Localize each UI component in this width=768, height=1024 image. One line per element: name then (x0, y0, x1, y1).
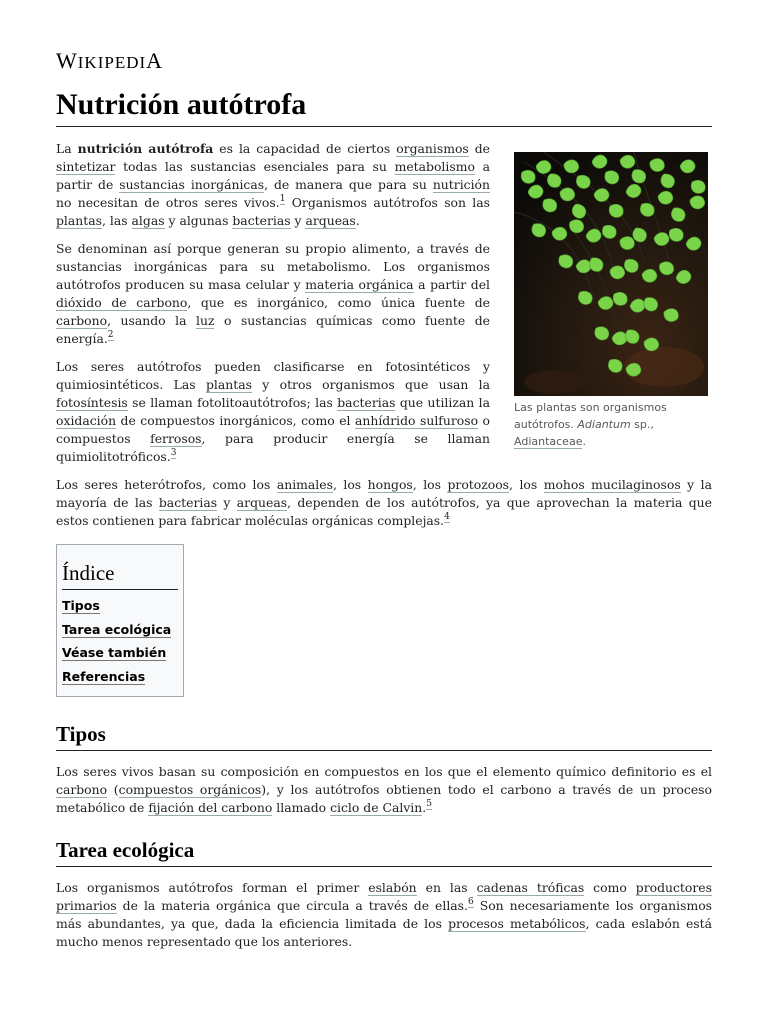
text: llamado (272, 800, 331, 815)
text: a partir del (413, 277, 490, 292)
link-sustancias-inorganicas[interactable]: sustancias inorgánicas (119, 177, 265, 192)
text: o compuestos (56, 413, 491, 446)
page-title: Nutrición autótrofa (56, 86, 712, 127)
text: y (217, 495, 237, 510)
text: , dependen de los autótrofos, ya que aprovechan la materia que estos contienen para fabricar moléculas orgánicas complejas. (56, 495, 712, 528)
text: ( (107, 782, 119, 797)
link-organismos[interactable]: organismos (396, 141, 469, 156)
link-eslabon[interactable]: eslabón (368, 880, 417, 895)
link-carbono[interactable]: carbono (56, 313, 108, 328)
link-fotosintesis[interactable]: fotosíntesis (56, 395, 128, 410)
toc-item-label: Tarea ecológica (62, 621, 172, 637)
link-compuestos-organicos[interactable]: compuestos orgánicos (118, 782, 262, 797)
text: y otros organismos que usan la (251, 377, 491, 392)
text: como (584, 880, 636, 895)
link-ferrosos[interactable]: ferrosos (150, 431, 202, 446)
link-anhidrido-sulfuroso[interactable]: anhídrido sulfuroso (354, 413, 479, 428)
tarea-ecologica-paragraph (56, 879, 712, 951)
link-bacterias[interactable]: bacterias (337, 395, 396, 410)
text: se llaman fotolitoautótrofos; las (127, 395, 338, 410)
text: . (422, 800, 427, 815)
text: , los (332, 477, 368, 492)
link-plantas[interactable]: plantas (56, 213, 102, 228)
text: Organismos autótrofos son las (285, 195, 491, 210)
link-ciclo-de-calvin[interactable]: ciclo de Calvin (330, 800, 423, 815)
toc-item-label: Referencias (62, 668, 146, 684)
text: , que es inorgánico, como única fuente de (187, 295, 490, 310)
toc-item-tipos[interactable] (62, 594, 178, 618)
text: . (355, 213, 360, 228)
text: ), y los autótrofos obtienen todo el carbono a través de un proceso metabólico de (56, 782, 712, 815)
logo-small-caps: IKIPEDI (77, 53, 147, 72)
section-heading-tipos: Tipos (56, 721, 712, 751)
fern-image[interactable] (514, 152, 708, 396)
text: , los (509, 477, 544, 492)
link-luz[interactable]: luz (196, 313, 215, 328)
bold-term: nutrición autótrofa (77, 141, 214, 156)
link-protozoos[interactable]: protozoos (447, 477, 510, 492)
link-bacterias[interactable]: bacterias (232, 213, 291, 228)
caption-end: . (582, 435, 586, 448)
link-sintetizar[interactable]: sintetizar (56, 159, 116, 174)
link-nutricion[interactable]: nutrición (432, 177, 490, 192)
text: o sustancias químicas como fuente de energía. (56, 313, 490, 346)
text: en las (416, 880, 477, 895)
intro-paragraph-4 (56, 476, 712, 530)
link-plantas[interactable]: plantas (205, 377, 252, 392)
article-content (56, 140, 712, 961)
link-carbono[interactable]: carbono (56, 782, 108, 797)
link-mohos-mucilaginosos[interactable]: mohos mucilaginosos (543, 477, 681, 492)
text: , usando la (107, 313, 196, 328)
link-procesos-metabolicos[interactable]: procesos metabólicos (448, 916, 586, 931)
tipos-paragraph (56, 763, 712, 817)
toc-item-label: Tipos (62, 598, 100, 613)
text: y (290, 213, 306, 228)
toc-item-label: Véase también (62, 645, 167, 660)
toc-item-tarea-ecologica[interactable] (62, 618, 178, 642)
text: , para producir energía se llaman quimiolitotróficos. (56, 431, 490, 464)
citation-5[interactable]: 5 (426, 799, 432, 809)
citation-1[interactable]: 1 (279, 194, 286, 204)
link-algas[interactable]: algas (131, 213, 165, 228)
link-oxidacion[interactable]: oxidación (56, 413, 117, 428)
citation-3[interactable]: 3 (170, 448, 177, 458)
toc-item-vease-tambien[interactable] (62, 641, 178, 665)
text: Son necesariamente los organismos más abundantes, ya que, dada la eficiencia limitada de los (56, 898, 713, 931)
text: Se denominan así porque generan su propio alimento, a través de sustancias inorgánicas para su metabolismo. Los organismos autótrofos producen su masa celular y (56, 241, 490, 292)
text: a partir de (56, 159, 490, 192)
section-heading-tarea-ecologica: Tarea ecológica (56, 837, 712, 867)
logo-first-letter: W (56, 48, 78, 73)
table-of-contents (56, 544, 184, 697)
citation-6[interactable]: 6 (467, 897, 474, 907)
text: y algunas (164, 213, 233, 228)
toc-item-referencias[interactable] (62, 665, 178, 689)
link-materia-organica[interactable]: materia orgánica (305, 277, 414, 292)
text: La (56, 141, 78, 156)
text: es la capacidad de ciertos (213, 141, 397, 156)
text: no necesitan de otros seres vivos. (56, 195, 280, 210)
text: , de manera que para su (264, 177, 433, 192)
caption-genus: Adiantum (577, 418, 631, 431)
text: Los seres autótrofos pueden clasificarse en fotosintéticos y quimiosintéticos. Las (56, 359, 490, 392)
link-bacterias[interactable]: bacterias (158, 495, 218, 510)
text: de la materia orgánica que circula a través de ellas. (116, 898, 468, 913)
caption-link-adiantaceae[interactable]: Adiantaceae (514, 435, 583, 448)
figure-caption (514, 399, 712, 450)
text: Los seres heterótrofos, como los (56, 477, 277, 492)
text: Los organismos autótrofos forman el primer (56, 880, 369, 895)
text: de (468, 141, 491, 156)
text: , las (102, 213, 132, 228)
link-animales[interactable]: animales (276, 477, 333, 492)
toc-title: Índice (62, 559, 178, 590)
link-arqueas[interactable]: arqueas (236, 495, 288, 510)
caption-text: Las plantas son organismos autótrofos. (514, 401, 667, 431)
logo-last-letter: A (146, 48, 164, 73)
text: , los (412, 477, 448, 492)
text: Los seres vivos basan su composición en compuestos en los que el elemento químico definitorio es el (56, 764, 712, 779)
link-productores-primarios[interactable]: productores primarios (56, 880, 712, 913)
link-dioxido-de-carbono[interactable]: dióxido de carbono (56, 295, 188, 310)
caption-species: sp., (630, 418, 654, 431)
text: que utilizan la (395, 395, 491, 410)
text: , cada eslabón está mucho menos representado que los anteriores. (56, 916, 712, 949)
link-metabolismo[interactable]: metabolismo (394, 159, 475, 174)
text: todas las sustancias esenciales para su (115, 159, 395, 174)
text: y la mayoría de las (56, 477, 712, 510)
link-hongos[interactable]: hongos (367, 477, 413, 492)
link-cadenas-troficas[interactable]: cadenas tróficas (476, 880, 585, 895)
link-fijacion-del-carbono[interactable]: fijación del carbono (148, 800, 273, 815)
wikipedia-logo[interactable] (56, 48, 163, 76)
fern-figure (514, 152, 712, 450)
citation-4[interactable]: 4 (444, 512, 450, 522)
citation-2[interactable]: 2 (107, 330, 114, 340)
text: de compuestos inorgánicos, como el (116, 413, 355, 428)
link-arqueas[interactable]: arqueas (305, 213, 356, 228)
